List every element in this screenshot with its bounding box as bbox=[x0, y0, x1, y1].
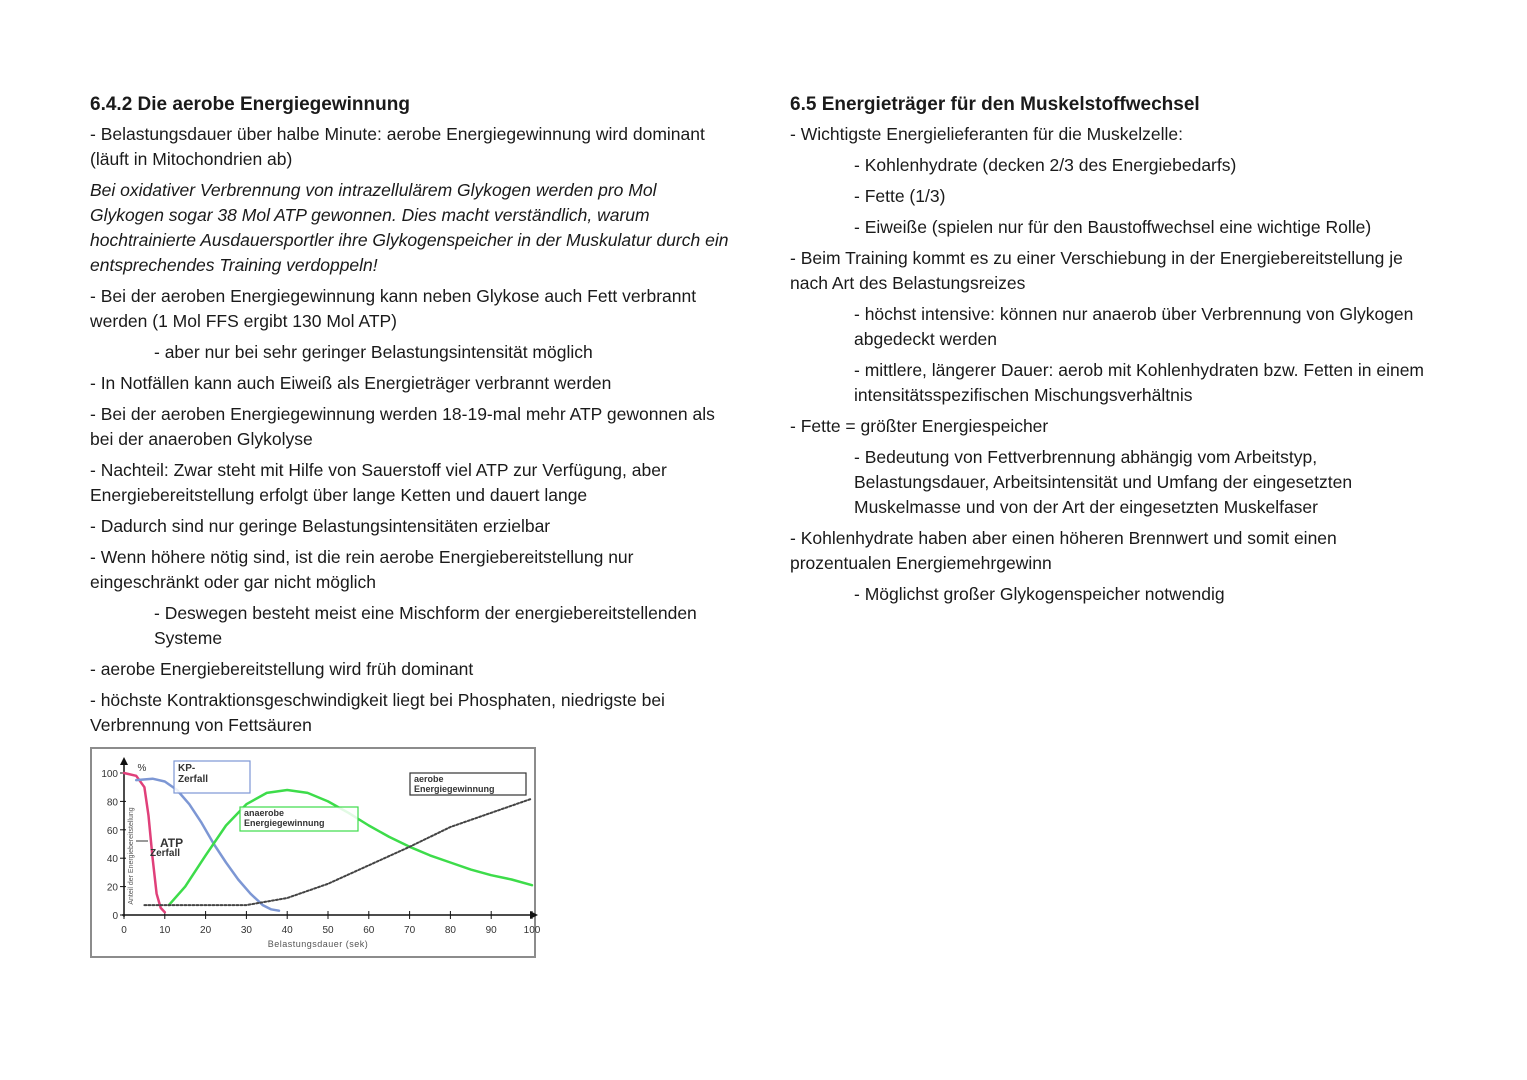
x-tick-label: 80 bbox=[444, 925, 456, 936]
energy-chart-figure bbox=[90, 747, 541, 958]
series-label-text: Energiegewinnung bbox=[414, 784, 495, 794]
section-heading-aerobe: 6.4.2 Die aerobe Energiegewinnung bbox=[90, 94, 410, 115]
left-paragraph: - Nachteil: Zwar steht mit Hilfe von Sauerstoff viel ATP zur Verfügung, aber Energiebereitstellung erfolgt über lange Ketten und dauert lange bbox=[90, 460, 667, 505]
right-paragraphs bbox=[790, 122, 1430, 607]
right-paragraph: - Kohlenhydrate haben aber einen höheren Brennwert und somit einen prozentualen Energiemehrgewinn bbox=[790, 528, 1337, 573]
x-axis-label: Belastungsdauer (sek) bbox=[267, 939, 369, 949]
energy-chart bbox=[92, 749, 541, 956]
x-tick-label: 70 bbox=[404, 925, 416, 936]
series-label-text: anaerobe bbox=[244, 808, 285, 818]
x-tick-label: 100 bbox=[523, 925, 541, 936]
right-paragraph: - Fette (1/3) bbox=[854, 186, 946, 206]
left-column bbox=[90, 92, 730, 744]
right-paragraph: - Eiweiße (spielen nur für den Baustoffwechsel eine wichtige Rolle) bbox=[854, 217, 1372, 237]
right-paragraph: - höchst intensive: können nur anaerob über Verbrennung von Glykogen abgedeckt werden bbox=[854, 304, 1414, 349]
y-tick-label: 60 bbox=[106, 825, 118, 837]
x-tick-label: 10 bbox=[159, 925, 171, 936]
right-column bbox=[790, 92, 1430, 613]
y-tick-label: 20 bbox=[106, 882, 118, 894]
left-paragraph: - aber nur bei sehr geringer Belastungsintensität möglich bbox=[154, 342, 593, 362]
left-paragraph: - aerobe Energiebereitstellung wird früh dominant bbox=[90, 659, 474, 679]
right-paragraph: - mittlere, längerer Dauer: aerob mit Kohlenhydraten bzw. Fetten in einem intensitätsspezifischen Mischungsverhältnis bbox=[854, 360, 1425, 405]
right-paragraph: - Bedeutung von Fettverbrennung abhängig vom Arbeitstyp, Belastungsdauer, Arbeitsintensität und Umfang der eingesetzten Muskelmasse und von der Art der eingesetzten Muskelfaser bbox=[854, 447, 1353, 517]
series-label-text: Zerfall bbox=[178, 774, 209, 785]
left-paragraph: - Bei der aeroben Energiegewinnung werden 18-19-mal mehr ATP gewonnen als bei der anaeroben Glykolyse bbox=[90, 404, 715, 449]
x-tick-label: 60 bbox=[363, 925, 375, 936]
x-tick-label: 40 bbox=[281, 925, 293, 936]
left-paragraph: - Wenn höhere nötig sind, ist die rein aerobe Energiebereitstellung nur eingeschränkt oder gar nicht möglich bbox=[90, 547, 634, 592]
y-tick-label: 80 bbox=[106, 797, 118, 809]
y-unit-label: % bbox=[137, 763, 147, 774]
left-paragraph: - höchste Kontraktionsgeschwindigkeit liegt bei Phosphaten, niedrigste bei Verbrennung von Fettsäuren bbox=[90, 690, 665, 735]
series-label-text: KP- bbox=[178, 763, 196, 774]
right-paragraph: - Beim Training kommt es zu einer Verschiebung in der Energiebereitstellung je nach Art des Belastungsreizes bbox=[790, 248, 1403, 293]
right-paragraph: - Wichtigste Energielieferanten für die Muskelzelle: bbox=[790, 124, 1183, 144]
series-label-text: aerobe bbox=[414, 774, 444, 784]
x-tick-label: 90 bbox=[485, 925, 497, 936]
atp-label-text: Zerfall bbox=[150, 848, 181, 859]
left-paragraph: - In Notfällen kann auch Eiweiß als Energieträger verbrannt werden bbox=[90, 373, 612, 393]
x-axis-arrow bbox=[530, 911, 538, 919]
y-tick-label: 40 bbox=[106, 854, 118, 866]
y-axis-label: Anteil der Energiebereitstellung bbox=[128, 807, 135, 905]
left-paragraph: - Belastungsdauer über halbe Minute: aerobe Energiegewinnung wird dominant (läuft in Mitochondrien ab) bbox=[90, 124, 705, 169]
left-paragraph: Bei oxidativer Verbrennung von intrazellulärem Glykogen werden pro Mol Glykogen sogar 38 Mol ATP gewonnen. Dies macht verständlich, warum hochtrainierte Ausdauersportler ihre Glykogenspeicher in der Muskulatur durch ein entsprechendes Training verdoppeln! bbox=[90, 180, 729, 275]
x-tick-label: 0 bbox=[121, 925, 127, 936]
left-paragraph: - Deswegen besteht meist eine Mischform der energiebereitstellenden Systeme bbox=[154, 603, 697, 648]
left-paragraph: - Bei der aeroben Energiegewinnung kann neben Glykose auch Fett verbrannt werden (1 Mol FFS ergibt 130 Mol ATP) bbox=[90, 286, 697, 331]
y-axis-arrow bbox=[120, 757, 128, 765]
left-paragraphs bbox=[90, 122, 730, 738]
right-paragraph: - Fette = größter Energiespeicher bbox=[790, 416, 1049, 436]
x-tick-label: 30 bbox=[240, 925, 252, 936]
right-paragraph: - Möglichst großer Glykogenspeicher notwendig bbox=[854, 584, 1225, 604]
section-heading-energietraeger: 6.5 Energieträger für den Muskelstoffwechsel bbox=[790, 94, 1200, 115]
x-tick-label: 50 bbox=[322, 925, 334, 936]
left-paragraph: - Dadurch sind nur geringe Belastungsintensitäten erzielbar bbox=[90, 516, 551, 536]
series-label-text: Energiegewinnung bbox=[244, 818, 325, 828]
x-tick-label: 20 bbox=[200, 925, 212, 936]
right-paragraph: - Kohlenhydrate (decken 2/3 des Energiebedarfs) bbox=[854, 155, 1237, 175]
y-tick-label: 0 bbox=[112, 911, 118, 922]
atp-label-text: ATP bbox=[160, 836, 184, 850]
y-tick-label: 100 bbox=[101, 769, 118, 780]
